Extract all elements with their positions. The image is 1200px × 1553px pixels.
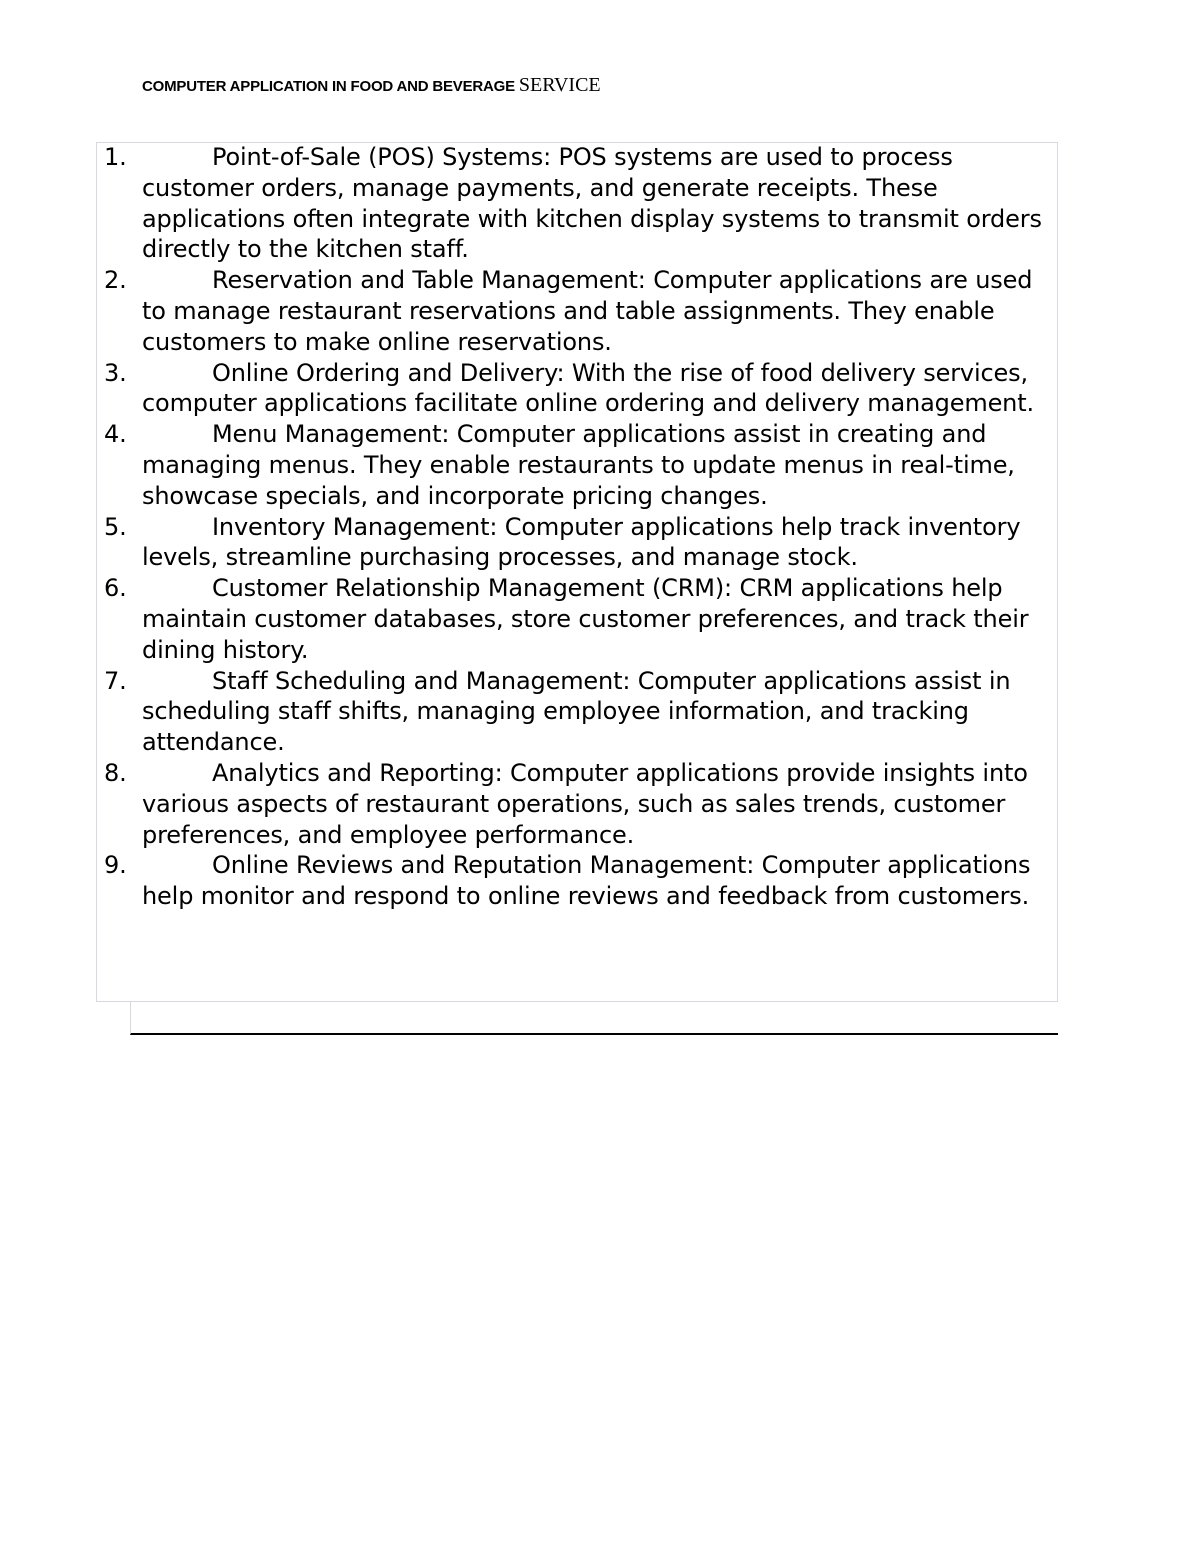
list-item-text: Menu Management: Computer applications assist in creating and managing menus. They enable restaurants to update menus in real-time, showcase specials, and incorporate pricing changes. [142, 420, 1015, 510]
list-item [0, 142, 1058, 265]
page-title-tail: SERVICE [518, 74, 601, 96]
list-item-number: 4. [104, 420, 127, 449]
list-item [0, 512, 1058, 574]
numbered-list [0, 142, 1200, 912]
list-item-number: 3. [104, 358, 127, 387]
list-item-text: Reservation and Table Management: Computer applications are used to manage restaurant reservations and table assignments. They enable customers to make online reservations. [142, 266, 1033, 356]
list-item-number: 5. [104, 512, 127, 541]
list-item [0, 358, 1058, 420]
list-item-number: 8. [104, 758, 127, 787]
list-item [0, 666, 1058, 758]
list-item [0, 758, 1058, 850]
list-item-number: 7. [104, 666, 127, 695]
list-item-number: 2. [104, 266, 127, 295]
bottom-rule [130, 1002, 1058, 1035]
page-title [142, 74, 601, 97]
list-item-text: Online Reviews and Reputation Management: Computer applications help monitor and respond to online reviews and feedback from customers. [142, 851, 1031, 911]
list-item [0, 573, 1058, 665]
list-item [0, 850, 1058, 912]
list-item-text: Point-of-Sale (POS) Systems: POS systems are used to process customer orders, manage payments, and generate receipts. These applications often integrate with kitchen display systems to transmit orders directly to the kitchen staff. [142, 143, 1042, 264]
list-item [0, 419, 1058, 511]
list-item-text: Staff Scheduling and Management: Computer applications assist in scheduling staff shifts, managing employee information, and tracking attendance. [142, 666, 1011, 757]
list-item-number: 1. [104, 143, 127, 171]
list-item-number: 9. [104, 851, 127, 880]
page-title-main: COMPUTER APPLICATION IN FOOD AND BEVERAGE [142, 78, 515, 95]
list-item-text: Customer Relationship Management (CRM): CRM applications help maintain customer databases, store customer preferences, and track their dining history. [142, 574, 1029, 664]
list-item-text: Inventory Management: Computer applications help track inventory levels, streamline purchasing processes, and manage stock. [142, 512, 1021, 572]
list-item-text: Online Ordering and Delivery: With the rise of food delivery services, computer applications facilitate online ordering and delivery management. [142, 358, 1034, 418]
list-item-number: 6. [104, 574, 127, 603]
list-item-text: Analytics and Reporting: Computer applications provide insights into various aspects of restaurant operations, such as sales trends, customer preferences, and employee performance. [142, 758, 1028, 849]
list-item [0, 265, 1058, 357]
